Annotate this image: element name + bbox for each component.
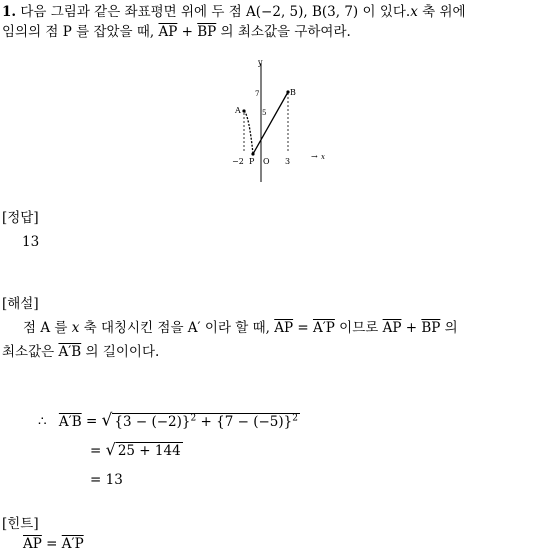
sqrt-term-2: + {7 − (−5)} (196, 413, 293, 430)
equals-sign: = (90, 472, 102, 488)
tick-5: 5 (262, 109, 267, 117)
expl-text-2b: 의 길이이다. (81, 344, 160, 360)
sqrt-expression-2: √ 25 + 144 (105, 440, 181, 459)
segment-bp: $\overline{BP}$ (197, 24, 217, 40)
segment-ap: $\overline{AP}$ (23, 536, 42, 552)
point-a (242, 109, 245, 112)
label-a: A (235, 106, 241, 115)
calc-line-3 (90, 470, 123, 490)
segment-ap: $\overline{AP}$ (158, 24, 178, 40)
hint-line (23, 534, 84, 554)
point-p (251, 152, 254, 155)
segment-ap: $\overline{AP}$ (382, 320, 402, 336)
expl-text-1d: 의 (440, 320, 458, 336)
tick-3: 3 (285, 157, 291, 166)
explanation-line-2 (2, 342, 159, 362)
calc-line-2 (90, 440, 183, 461)
tick-7: 7 (255, 90, 260, 98)
equals-sign: = (85, 413, 98, 430)
calc-line-1 (38, 408, 300, 432)
expl-text-1b: 축 대칭시킨 점을 A′ 이라 할 때, (79, 320, 275, 336)
segment-a-prime-p: A′P (312, 320, 335, 336)
sqrt-expression: √ $\{3 - (-2)\}^2 + \{7 - (-5)\}^2$ (101, 410, 298, 431)
equals-sign: = (90, 443, 102, 459)
explanation-heading: [해설] (2, 296, 39, 312)
label-p: P (249, 157, 255, 166)
problem-line-1 (2, 2, 466, 22)
segment-ap-line (244, 111, 253, 154)
calc-lhs: A′B (58, 413, 82, 430)
answer-value: 13 (22, 234, 40, 250)
expl-text-1a: 점 A 를 (23, 320, 72, 336)
segment-bp: $\overline{BP}$ (421, 320, 441, 336)
problem-number: 1. (2, 4, 17, 20)
label-o: O (263, 157, 270, 166)
segment-a-prime-b: A′B (58, 344, 82, 360)
segment-ap: $\overline{AP}$ (274, 320, 294, 336)
answer-heading: [정답] (2, 210, 39, 226)
expl-text-2a: 최소값은 (2, 344, 59, 360)
segment-a-prime-p: A′P (61, 536, 84, 552)
exponent-2: 2 (190, 413, 197, 423)
x-var: x (410, 4, 418, 20)
equals-sign: = (293, 320, 313, 336)
y-axis-label: y (258, 58, 263, 67)
x-axis-arrow: → (311, 152, 318, 161)
problem-line-2 (2, 22, 351, 42)
x-axis-label: x (321, 153, 325, 161)
x-var: x (71, 320, 80, 336)
therefore-symbol: ∴ (38, 413, 47, 430)
hint-heading: [힌트] (2, 516, 39, 532)
problem-text-1-tail: 축 위에 (417, 4, 466, 20)
problem-text-1: 다음 그림과 같은 좌표평면 위에 두 점 A(−2, 5), B(3, 7) 이 있다. (20, 4, 411, 20)
problem-text-2b: 의 최소값을 구하여라. (216, 24, 351, 40)
tick-neg2: −2 (232, 157, 244, 166)
problem-text-2a: 임의의 점 P 를 잡았을 때, (2, 24, 159, 40)
equals-sign: = (41, 536, 62, 552)
plus-sign: + (401, 320, 422, 336)
calc-result: 13 (105, 472, 123, 488)
sqrt-sum: 25 + 144 (117, 443, 181, 459)
explanation-line-1 (23, 318, 458, 338)
sqrt-term-1: {3 − (−2)} (114, 413, 191, 430)
exponent-2b: 2 (292, 413, 298, 423)
coordinate-figure (225, 55, 335, 185)
label-b: B (290, 88, 296, 97)
expl-text-1c: 이므로 (334, 320, 383, 336)
segment-bp-line (253, 92, 288, 154)
plus-sign: + (177, 24, 198, 40)
